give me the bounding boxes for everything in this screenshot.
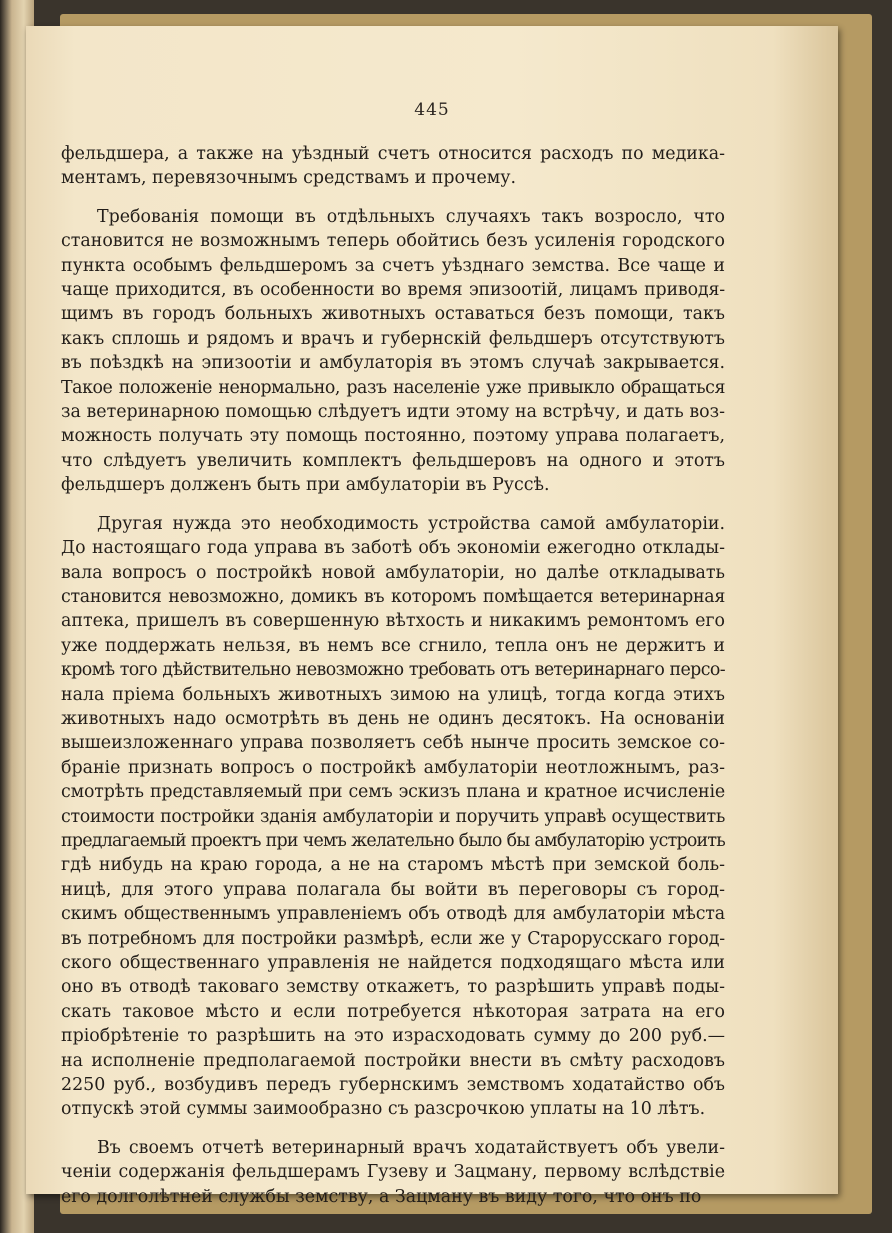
text-line: можность получать эту помощь постоянно, поэтому управа полагаетъ,	[61, 426, 725, 447]
text-line: нала пріема больныхъ животныхъ зимою на улицѣ, тогда когда этихъ	[61, 684, 725, 705]
text-line: предлагаемый проектъ при чемъ желательно было бы амбулаторію устроить	[61, 830, 725, 851]
text-line: аптека, пришелъ въ совершенную вѣтхость и никакимъ ремонтомъ его	[61, 611, 725, 632]
text-line: ментамъ, перевязочнымъ средствамъ и прочему.	[61, 168, 517, 189]
text-line: въ поѣздкѣ на эпизоотіи и амбулаторія въ этомъ случаѣ закрывается.	[61, 353, 725, 374]
text-line: чаще приходится, въ особенности во время эпизоотій, лицамъ приводя-	[61, 280, 725, 301]
text-line: отпускѣ этой суммы заимообразно съ разсрочкою уплаты на 10 лѣтъ.	[61, 1099, 706, 1120]
paragraph	[61, 512, 725, 1122]
text-line: Другая нужда это необходимость устройства самой амбулаторіи.	[97, 513, 725, 534]
text-line: что слѣдуетъ увеличить комплектъ фельдшеровъ на одного и этотъ	[61, 450, 725, 471]
text-line: ченіи содержанія фельдшерамъ Гузеву и Зацману, первому вслѣдствіе	[61, 1162, 725, 1183]
text-line: гдѣ нибудь на краю города, а не на старомъ мѣстѣ при земской боль-	[61, 855, 725, 876]
text-line: какъ сплошь и рядомъ и врачъ и губернскій фельдшеръ отсутствуютъ	[61, 328, 725, 349]
text-line: смотрѣть представляемый при семъ эскизъ плана и кратное исчисленіе	[61, 782, 725, 803]
paragraph	[61, 1136, 725, 1209]
text-line: животныхъ надо осмотрѣть въ день не одинъ десятокъ. На основаніи	[61, 708, 725, 729]
page-number: 445	[414, 100, 450, 120]
paragraph	[61, 142, 725, 191]
text-line: вышеизложеннаго управа позволяетъ себѣ нынче просить земское со-	[61, 733, 725, 754]
text-line: кромѣ того дѣйствительно невозможно требовать отъ ветеринарнаго персо-	[61, 660, 725, 681]
text-line: Такое положеніе ненормально, разъ населеніе уже привыкло обращаться	[61, 377, 725, 398]
text-line: Требованія помощи въ отдѣльныхъ случаяхъ такъ возросло, что	[97, 206, 725, 227]
text-line: становится не возможнымъ теперь обойтись безъ усиленія городского	[61, 231, 725, 252]
text-line: скимъ общественнымъ управленіемъ объ отводѣ для амбулаторіи мѣста	[61, 904, 725, 925]
text-line: Въ своемъ отчетѣ ветеринарный врачъ ходатайствуетъ объ увели-	[97, 1137, 725, 1158]
text-line: на исполненіе предполагаемой постройки внести въ смѣту расходовъ	[61, 1050, 725, 1071]
text-line: становится невозможно, домикъ въ которомъ помѣщается ветеринарная	[61, 586, 725, 607]
paragraph	[61, 205, 725, 498]
text-line: 2250 руб., возбудивъ передъ губернскимъ земствомъ ходатайство объ	[61, 1075, 725, 1096]
text-line: скать таковое мѣсто и если потребуется нѣкоторая затрата на его	[61, 1001, 725, 1022]
text-line: его долголѣтней службы земству, а Зацману въ виду того, что онъ по	[61, 1186, 702, 1207]
text-line: До настоящаго года управа въ заботѣ объ экономіи ежегодно отклады-	[61, 538, 725, 559]
book-page	[26, 26, 838, 1207]
text-line: ницѣ, для этого управа полагала бы войти въ переговоры съ город-	[61, 879, 725, 900]
text-line: щимъ въ городъ больныхъ животныхъ оставаться безъ помощи, такъ	[61, 304, 725, 325]
text-line: фельдшера, а также на уѣздный счетъ относится расходъ по медика-	[61, 144, 725, 164]
text-line: пріобрѣтеніе то разрѣшить на это израсходовать сумму до 200 руб.—	[61, 1026, 725, 1047]
text-line: стоимости постройки зданія амбулаторіи и поручить управѣ осуществить	[61, 806, 725, 827]
text-line: пункта особымъ фельдшеромъ за счетъ уѣзднаго земства. Все чаще и	[61, 255, 725, 276]
text-line: браніе признать вопросъ о постройкѣ амбулаторіи неотложнымъ, раз-	[61, 757, 725, 778]
text-line: оно въ отводѣ таковаго земству откажетъ, то разрѣшить управѣ поды-	[61, 977, 725, 998]
page-body-text	[61, 142, 725, 1223]
text-line: ского общественнаго управленія не найдется подходящаго мѣста или	[61, 953, 725, 973]
text-line: вала вопросъ о постройкѣ новой амбулаторіи, но далѣе откладывать	[61, 562, 725, 583]
text-line: за ветеринарною помощью слѣдуетъ идти этому на встрѣчу, и дать воз-	[61, 402, 725, 423]
text-line: фельдшеръ долженъ быть при амбулаторіи въ Руссѣ.	[61, 475, 550, 496]
text-line: уже поддержать нельзя, въ немъ все сгнило, тепла онъ не держитъ и	[61, 635, 725, 656]
text-line: въ потребномъ для постройки размѣрѣ, если же у Старорусскаго город-	[61, 928, 725, 949]
